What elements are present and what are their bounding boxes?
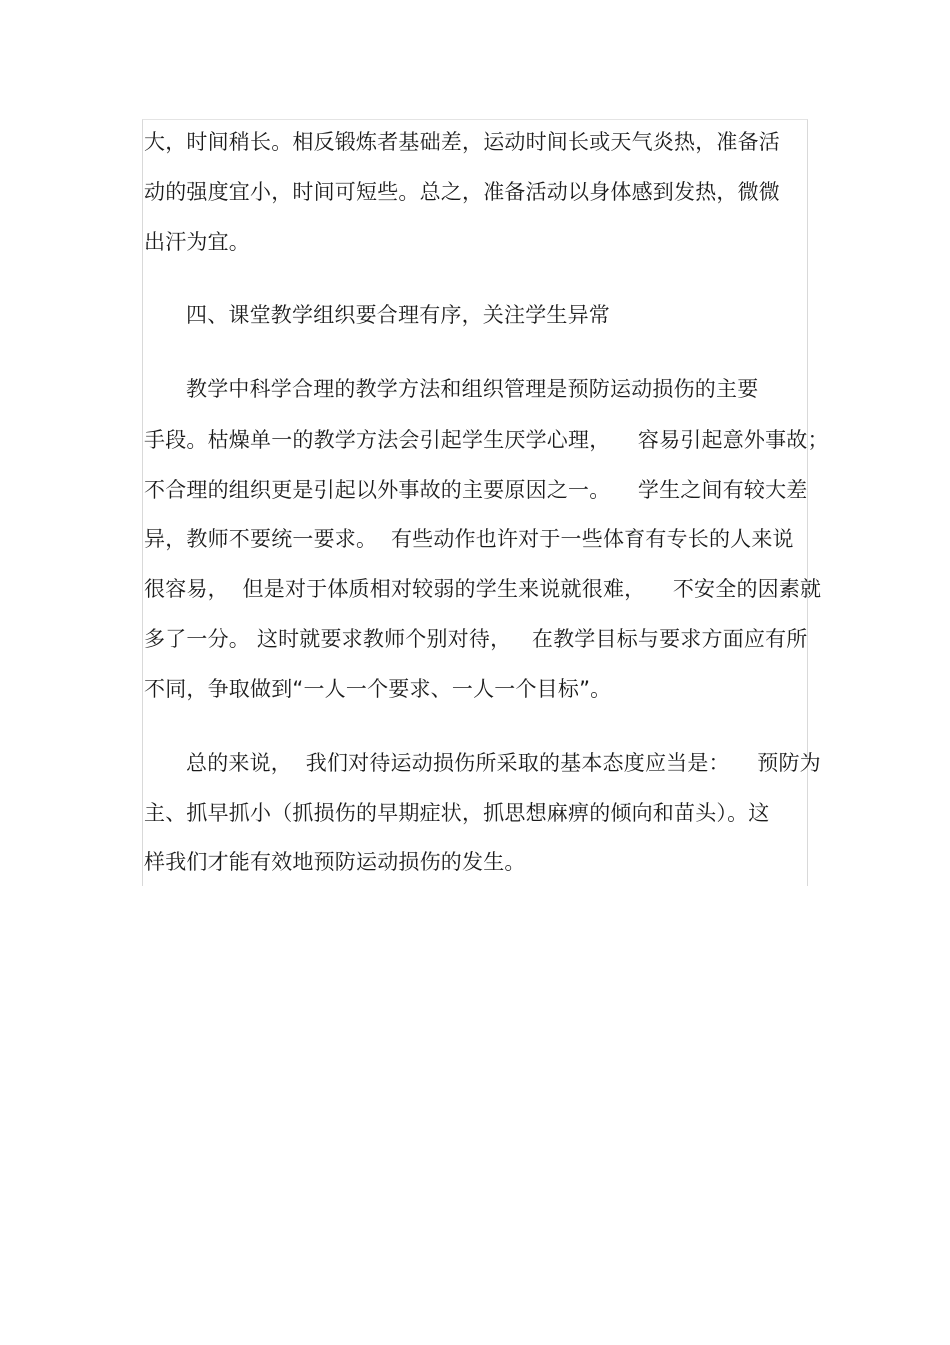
body-line: 很容易， 但是对于体质相对较弱的学生来说就很难， 不安全的因素就	[144, 577, 822, 601]
body-line: 主、抓早抓小（抓损伤的早期症状，抓思想麻痹的倾向和苗头）。这	[144, 801, 770, 825]
body-line: 手段。枯燥单一的教学方法会引起学生厌学心理， 容易引起意外事故；	[144, 428, 829, 452]
body-line: 不同，争取做到“一人一个要求、一人一个目标”。	[144, 677, 612, 701]
body-line: 出汗为宜。	[144, 230, 250, 254]
body-line: 不合理的组织更是引起以外事故的主要原因之一。 学生之间有较大差	[144, 478, 808, 502]
section-heading: 四、课堂教学组织要合理有序，关注学生异常	[186, 303, 610, 327]
body-line: 总的来说， 我们对待运动损伤所采取的基本态度应当是： 预防为	[186, 751, 821, 775]
body-line: 动的强度宜小，时间可短些。总之，准备活动以身体感到发热，微微	[144, 180, 780, 204]
body-line: 多了一分。 这时就要求教师个别对待， 在教学目标与要求方面应有所	[144, 627, 808, 651]
body-line: 大，时间稍长。相反锻炼者基础差，运动时间长或天气炎热，准备活	[144, 130, 780, 154]
body-line: 异，教师不要统一要求。 有些动作也许对于一些体育有专长的人来说	[144, 527, 794, 551]
body-line: 教学中科学合理的教学方法和组织管理是预防运动损伤的主要	[186, 377, 759, 401]
body-line: 样我们才能有效地预防运动损伤的发生。	[144, 850, 526, 874]
